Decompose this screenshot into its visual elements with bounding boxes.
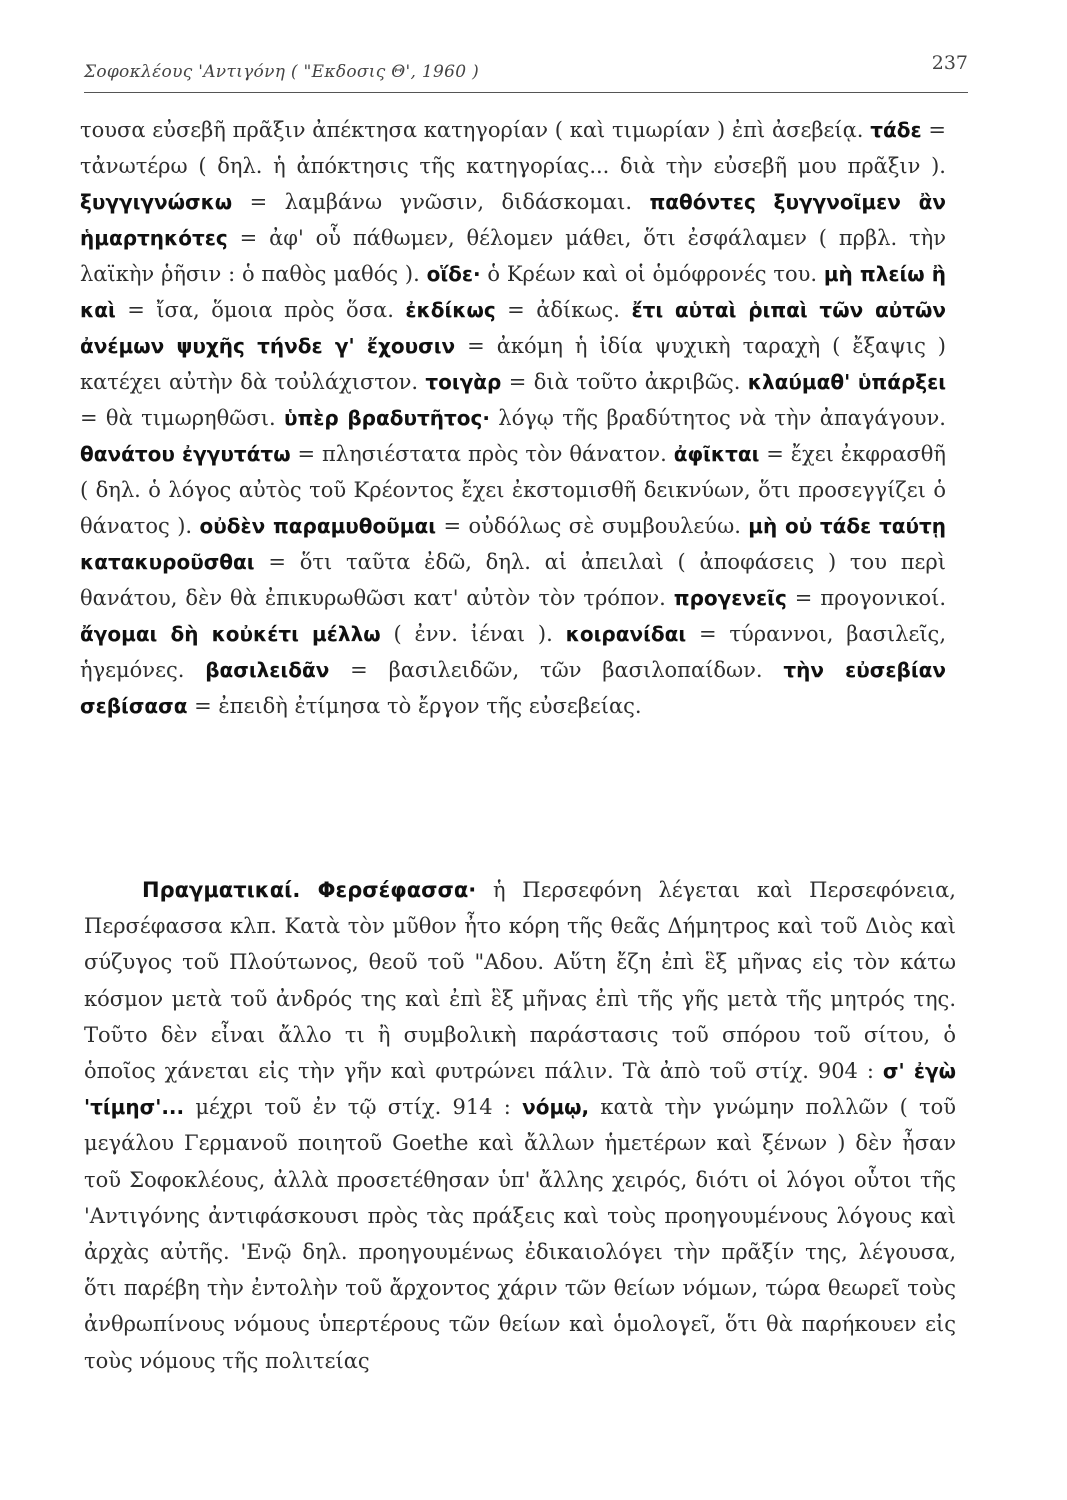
note-text: μέχρι τοῦ ἐν τῷ στίχ. 914 : [184,1095,523,1120]
gloss-lemma: βασιλειδᾶν [205,658,330,682]
gloss-lemma: ἐκδίκως [405,298,496,322]
glossary-commentary [80,112,946,724]
gloss-lemma: μὴ πλείω ἢ καὶ [80,262,947,322]
note-lemma: νόμῳ, [522,1095,590,1120]
gloss-text: = θὰ τιμωρηθῶσι. [80,406,284,430]
gloss-lemma: τὴν εὐσεβίαν σεβίσασα [80,658,946,718]
gloss-text: = βασιλειδῶν, τῶν βασιλοπαίδων. [329,658,784,682]
gloss-lemma: οὐδὲν παραμυθοῦμαι [199,514,437,538]
gloss-text: = οὐδόλως σὲ συμβουλεύω. [436,514,749,538]
section-heading: Πραγματικαί. Φερσέφασσα· [142,878,477,902]
gloss-lemma: τάδε [870,118,922,142]
gloss-lemma: μὴ οὐ τάδε ταύτῃ κατακυροῦσθαι [80,514,947,574]
gloss-text: = ὅτι ταῦτα ἐδῶ, δηλ. αἱ ἀπειλαὶ ( ἀποφάσεις ) του περὶ θανάτου, δὲν θὰ ἐπικυρωθῶσι κατ' αὐτὸν τὸν τρόπον. [80,550,946,610]
gloss-text: λόγῳ τῆς βραδύτητος νὰ τὴν ἀπαγάγουν. [489,406,946,430]
gloss-text: = πλησιέστατα πρὸς τὸν θάνατον. [290,442,674,466]
note-text: ἡ Περσεφόνη λέγεται καὶ Περσεφόνεια, Περσέφασσα κλπ. Κατὰ τὸν μῦθον ἦτο κόρη τῆς θεᾶς Δήμητρος καὶ τοῦ Διὸς καὶ σύζυγος τοῦ Πλούτωνος, θεοῦ τοῦ "Αδου. Αὕτη ἔζη ἐπὶ ἓξ μῆνας εἰς τὸν κάτω κόσμον μετὰ τοῦ ἀνδρός της καὶ ἐπὶ ἓξ μῆνας ἐπὶ τῆς γῆς μετὰ τῆς μητρός της. Τοῦτο δὲν εἶναι ἄλλο τι ἢ συμβολικὴ παράστασις τοῦ σπόρου τοῦ σίτου, ὁ ὁποῖος χάνεται εἰς τὴν γῆν καὶ φυτρώνει πάλιν. Τὰ ἀπὸ τοῦ στίχ. 904 : [84,878,956,1084]
gloss-text: = τύραννοι, βασιλεῖς, ἡγεμόνες. [80,622,946,682]
gloss-lemma: παθόντες ξυγγνοῖμεν ἂν ἡμαρτηκότες [80,190,946,250]
running-title: Σοφοκλέους 'Αντιγόνη ( "Εκδοσις Θ', 1960 ) [84,62,479,82]
factual-notes-section [84,872,956,1379]
gloss-text: = ἴσα, ὅμοια πρὸς ὅσα. [115,298,406,322]
gloss-text: = προγονικοί. [786,586,947,610]
running-header [84,52,968,93]
gloss-text: τουσα εὐσεβῆ πρᾶξιν ἀπέκτησα κατηγορίαν ( καὶ τιμωρίαν ) ἐπὶ ἀσεβείᾳ. [80,118,871,142]
gloss-lemma: τοιγὰρ [425,370,502,394]
gloss-lemma: ἀφῖκται [673,442,760,466]
gloss-text: = τἀνωτέρω ( δηλ. ἡ ἀπόκτησις τῆς κατηγορίας... διὰ τὴν εὐσεβῆ μου πρᾶξιν ). [80,118,947,178]
gloss-lemma: ξυγγιγνώσκω [80,190,233,214]
gloss-text: = ἔχει ἐκφρασθῆ ( δηλ. ὁ λόγος αὐτὸς τοῦ Κρέοντος ἔχει ἐκστομισθῆ δεικνύων, ὅτι προσεγγίζει ὁ θάνατος ). [80,442,946,538]
gloss-lemma: θανάτου ἐγγυτάτω [80,442,291,466]
gloss-lemma: κλαύμαθ' ὑπάρξει [747,370,946,394]
gloss-lemma: ἄγομαι δὴ κοὐκέτι μέλλω [80,622,381,646]
gloss-text: = ἀφ' οὗ πάθωμεν, θέλομεν μάθει, ὅτι ἐσφάλαμεν ( πρβλ. τὴν λαϊκὴν ῥῆσιν : ὁ παθὸς μαθός ). [80,226,946,286]
section-body [84,878,956,1373]
gloss-text: = λαμβάνω γνῶσιν, διδάσκομαι. [232,190,650,214]
page-number: 237 [931,52,968,74]
gloss-text: = διὰ τοῦτο ἀκριβῶς. [501,370,748,394]
note-text: κατὰ τὴν γνώμην πολλῶν ( τοῦ μεγάλου Γερμανοῦ ποιητοῦ Goethe καὶ ἄλλων ἡμετέρων καὶ ξένων ) δὲν ἦσαν τοῦ Σοφοκλέους, ἀλλὰ προσετέθησαν ὑπ' ἄλλης χειρός, διότι οἱ λόγοι οὗτοι τῆς 'Αντιγόνης ἀντιφάσκουσι πρὸς τὰς πράξεις καὶ τοὺς προηγουμένους λόγους καὶ ἀρχὰς αὐτῆς. 'Ενῷ δηλ. προηγουμένως ἐδικαιολόγει τὴν πρᾶξίν της, λέγουσα, ὅτι παρέβη τὴν ἐντολὴν τοῦ ἄρχοντος χάριν τῶν θείων νόμων, τώρα θεωρεῖ τοὺς ἀνθρωπίνους νόμους ὑπερτέρους τῶν θείων καὶ ὁμολογεῖ, ὅτι θὰ παρήκουεν εἰς τοὺς νόμους τῆς πολιτείας [84,1095,956,1373]
note-lemma: σ' ἐγὼ 'τίμησ'... [84,1059,956,1120]
gloss-text: = ἀδίκως. [495,298,632,322]
gloss-text: ( ἐνν. ἰέναι ). [380,622,566,646]
gloss-text: ὁ Κρέων καὶ οἱ ὁμόφρονές του. [480,262,824,286]
gloss-lemma: προγενεῖς [673,586,787,610]
gloss-lemma: κοιρανίδαι [565,622,687,646]
gloss-lemma: ὑπὲρ βραδυτῆτος· [283,406,490,430]
gloss-lemma: οἵδε· [426,262,481,286]
gloss-text: = ἀκόμη ἡ ἰδία ψυχικὴ ταραχὴ ( ἔξαψις ) κατέχει αὐτὴν δὰ τοὐλάχιστον. [80,334,946,394]
gloss-lemma: ἔτι αὑταὶ ῥιπαὶ τῶν αὐτῶν ἀνέμων ψυχῆς τήνδε γ' ἔχουσιν [80,298,946,358]
gloss-text: = ἐπειδὴ ἐτίμησα τὸ ἔργον τῆς εὐσεβείας. [187,694,642,718]
